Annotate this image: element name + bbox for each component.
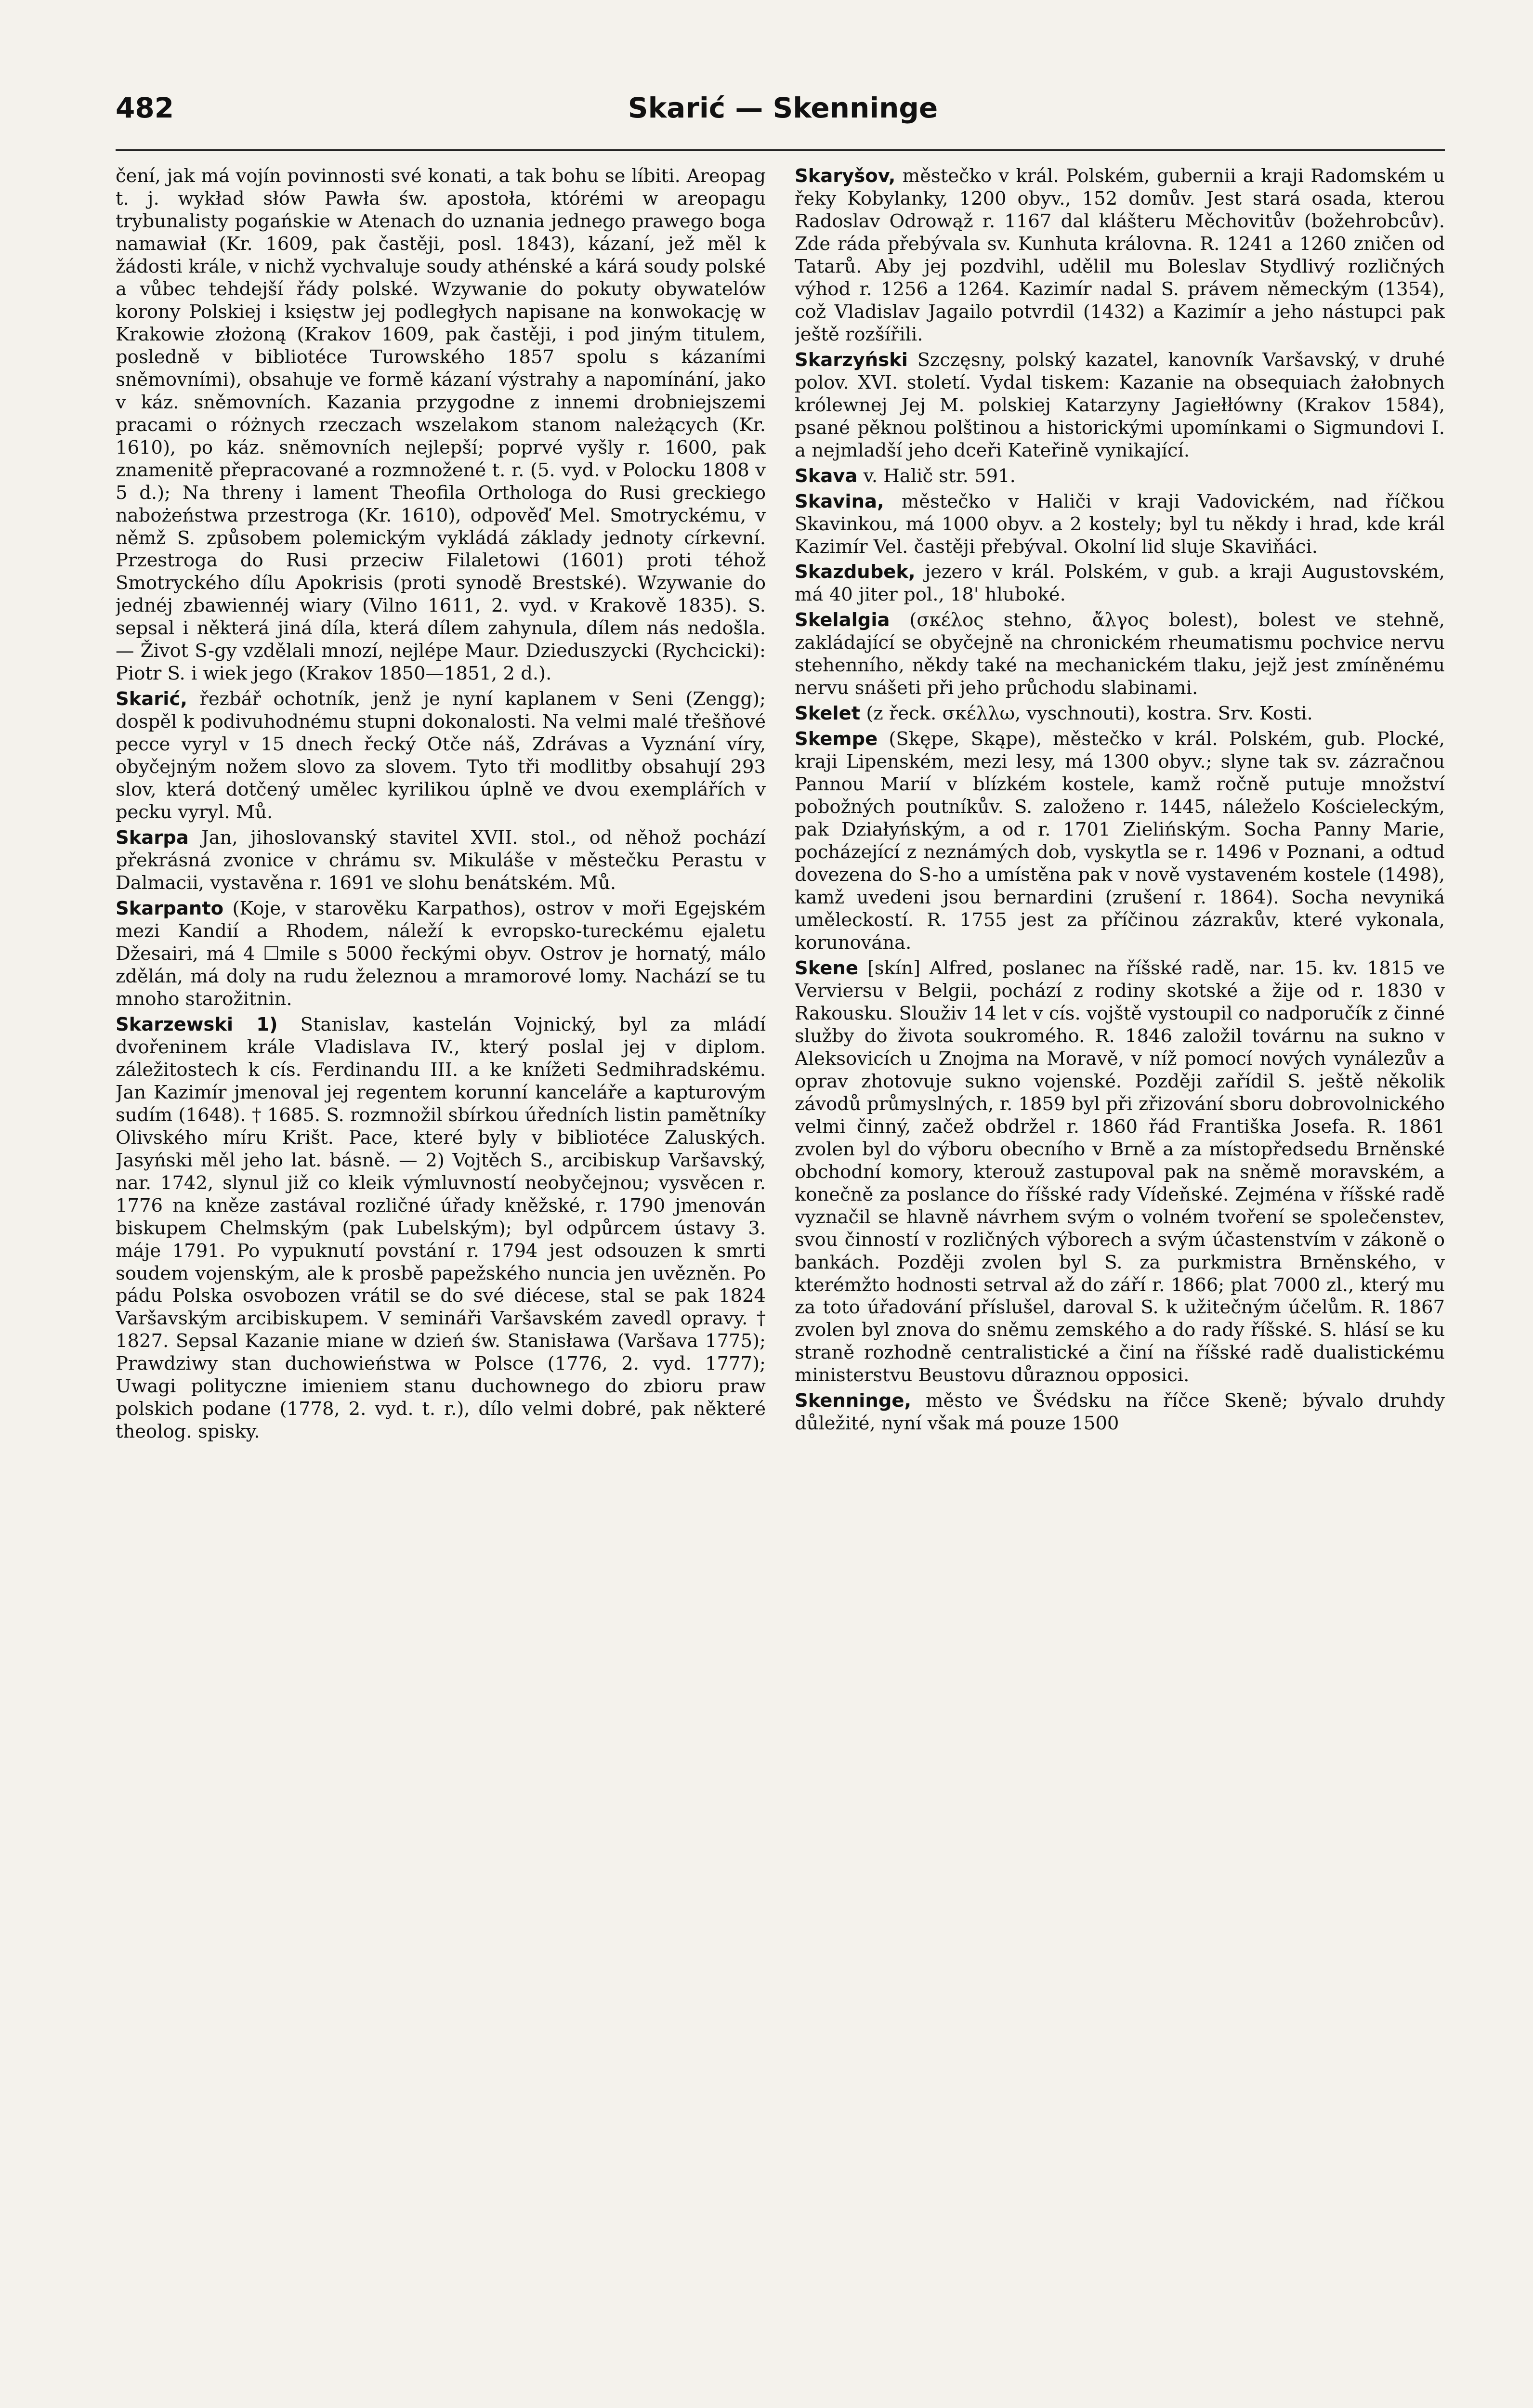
dictionary-entry — [795, 491, 1445, 559]
entry-headword: Skarpa — [116, 827, 189, 849]
entry-headword: Skarzewski 1) — [116, 1013, 278, 1035]
entry-text: městečko v král. Polském, gubernii a kraji Radomském u řeky Kobylanky, 1200 obyv., 152 domův. Jest stará osada, kterou Radoslav Odrowąž r. 1167 dal klášteru Měchovitův (božehrobcův). Zde ráda přebývala sv. Kunhuta královna. R. 1241 a 1260 zničen od Tatarů. Aby jej pozdvihl, udělil mu Boleslav Stydlivý rozličných výhod r. 1256 a 1264. Kazimír nadal S. právem německým (1354), což Vladislav Jagailo potvrdil (1432) a Kazimír a jeho nástupci pak ještě rozšířili. — [795, 165, 1445, 345]
entry-text: (z řeck. σκέλλω, vyschnouti), kostra. Srv. Kosti. — [866, 703, 1313, 725]
dictionary-entry — [795, 609, 1445, 700]
entry-text: řezbář ochotník, jenž je nyní kaplanem v Seni (Zengg); dospěl k podivuhodnému stupni dokonalosti. Na velmi malé třešňové pecce vyryl v 15 dnech řecký Otče náš, Zdrávas a Vyznání víry, obyčejným nožem slovo za slovem. Tyto tři modlitby obsahují 293 slov, která dotčený umělec kyrilikou úplně ve dvou exemplářích v pecku vyryl. Mů. — [116, 688, 766, 824]
entry-text: (Koje, v starověku Karpathos), ostrov v moři Egejském mezi Kandií a Rhodem, náleží k evropsko-tureckému ejaletu Džesairi, má 4 ☐mile s 5000 řeckými obyv. Ostrov je hornatý, málo zdělán, má doly na rudu železnou a mramorové lomy. Nachází se tu mnoho starožitnin. — [116, 898, 766, 1010]
dictionary-entry — [795, 165, 1445, 346]
entry-headword: Skarzyński — [795, 349, 908, 371]
entry-headword: Skene — [795, 957, 858, 979]
entry-headword: Skelet — [795, 703, 861, 725]
entry-text: městečko v Haliči v kraji Vadovickém, nad říčkou Skavinkou, má 1000 obyv. a 2 kostely; byl tu někdy i hrad, kde král Kazimír Vel. častěji přebýval. Okolní lid sluje Skaviňáci. — [795, 490, 1445, 558]
entry-text: Jan, jihoslovanský stavitel XVII. stol., od něhož pochází překrásná zvonice v chrámu sv. Mikuláše v městečku Perastu v Dalmacii, vystavěna r. 1691 ve slohu benátském. Mů. — [116, 827, 766, 894]
entry-text: (Skępe, Skąpe), městečko v král. Polském, gub. Plocké, kraji Lipenském, mezi lesy, má 1300 obyv.; slyne tak sv. zázračnou Pannou Marií v blízkém kostele, kamž ročně putuje množství pobožných poutníkův. S. založeno r. 1445, náleželo Kościeleckým, pak Działyńským, a od r. 1701 Zielińským. Socha Panny Marie, pocházející z neznámých dob, vyskytla se r. 1496 v Poznani, a odtud dovezena do S-ho a umístěna pak v nově vystaveném kostele (1498), kamž uvedeni jsou bernardini (zrušení r. 1864). Socha nevyniká uměleckostí. R. 1755 jest za příčinou zázrakův, které vykonala, korunována. — [795, 728, 1445, 954]
entry-text: v. Halič str. 591. — [863, 465, 1016, 487]
dictionary-entry — [795, 703, 1445, 725]
entry-headword: Skarić, — [116, 688, 187, 710]
dictionary-entry — [795, 957, 1445, 1387]
entry-headword: Skavina, — [795, 490, 884, 512]
dictionary-entry — [116, 165, 766, 685]
entry-headword: Skava — [795, 465, 858, 487]
entry-text: [skín] Alfred, poslanec na říšské radě, nar. 15. kv. 1815 ve Verviersu v Belgii, pochází z rodiny skotské a žije od r. 1830 v Rakousku. Slouživ 14 let v cís. vojště vystoupil co nadporučík z činné služby do života soukromého. R. 1846 založil továrnu na sukno v Aleksovicích u Znojma na Moravě, v níž pomocí nových vynálezův a oprav zhotovuje sukno vojenské. Později zařídil S. ještě několik závodů průmyslných, r. 1859 byl při zřizování sboru dobrovolnického velmi činný, začež obdržel r. 1860 řád Františka Josefa. R. 1861 zvolen byl do výboru obecního v Brně a za místopředsedu Brněnské obchodní komory, kterouž zastupoval pak na sněmě moravském, a konečně za poslance do říšské rady Vídeňské. Zejména v říšské radě vyznačil se hlavně návrhem svým o volném tvoření se společenstev, svou činností v rozličných výborech a svým účastenstvím v zákoně o bankách. Později zvolen byl S. za purkmistra Brněnského, v kterémžto hodnosti setrval až do září r. 1866; plat 7000 zl., který mu za toto úřadování příslušel, daroval S. k užitečným účelům. R. 1867 zvolen byl znova do sněmu zemského a do rady říšské. S. hlásí se ku straně rozhodně centralistické a činí na říšské radě dualistickému ministerstvu Beustovu důraznou opposici. — [795, 957, 1445, 1387]
left-column — [116, 165, 766, 2408]
dictionary-entry — [795, 1390, 1445, 1435]
entry-text: Szczęsny, polský kazatel, kanovník Varšavský, v druhé polov. XVI. století. Vydal tiskem: Kazanie na obsequiach żałobnych królewnej Jej M. polskiej Katarzyny Jagiełłówny (Krakov 1584), psané pěknou polštinou a historickými upomínkami o Sigmundovi I. a nejmladší jeho dceři Kateřině vynikající. — [795, 349, 1445, 461]
entry-headword: Skenninge, — [795, 1390, 912, 1412]
entry-headword: Skempe — [795, 728, 878, 750]
dictionary-entry — [795, 349, 1445, 462]
entry-headword: Skaryšov, — [795, 165, 896, 187]
entry-headword: Skarpanto — [116, 898, 224, 919]
page-header — [116, 92, 1445, 151]
running-title: Skarić — Skenninge — [628, 92, 938, 124]
dictionary-entry — [116, 827, 766, 895]
dictionary-entry — [795, 465, 1445, 488]
right-column — [795, 165, 1445, 2408]
dictionary-entry — [116, 1014, 766, 1443]
entry-text: jezero v král. Polském, v gub. a kraji Augustovském, má 40 jiter pol., 18' hluboké. — [795, 561, 1445, 606]
dictionary-entry — [795, 728, 1445, 955]
dictionary-entry — [116, 688, 766, 824]
entry-headword: Skazdubek, — [795, 561, 916, 583]
entry-text: město ve Švédsku na říčce Skeně; bývalo druhdy důležité, nyní však má pouze 1500 — [795, 1390, 1445, 1435]
entry-text: Stanislav, kastelán Vojnický, byl za mládí dvořeninem krále Vladislava IV., který poslal jej v diplom. záležitostech k cís. Ferdinandu III. a ke knížeti Sedmihradskému. Jan Kazimír jmenoval jej regentem korunní kanceláře a kapturovým sudím (1648). † 1685. S. rozmnožil sbírkou úředních listin pamětníky Olivského míru Krišt. Pace, které byly v bibliotéce Zaluských. Jasyński měl jeho lat. básně. — 2) Vojtěch S., arcibiskup Varšavský, nar. 1742, slynul již co kleik výmluvností neobyčejnou; vysvěcen r. 1776 na kněze zastával rozličné úřady kněžské, r. 1790 jmenován biskupem Chelmským (pak Lubelským); byl odpůrcem ústavy 3. máje 1791. Po vypuknutí povstání r. 1794 jest odsouzen k smrti soudem vojenským, ale k prosbě papežského nuncia jen uvězněn. Po pádu Polska osvobozen vrátil se do své diécese, stal se pak 1824 Varšavským arcibiskupem. V semináři Varšavském zavedl opravy. † 1827. Sepsal Kazanie miane w dzień św. Stanisława (Varšava 1775); Prawdziwy stan duchowieństwa w Polsce (1776, 2. vyd. 1777); Uwagi polityczne imieniem stanu duchownego do zbioru praw polskich podane (1778, 2. vyd. t. r.), dílo velmi dobré, pak některé theolog. spisky. — [116, 1013, 766, 1443]
dictionary-entry — [795, 561, 1445, 606]
entry-text: čení, jak má vojín povinnosti své konati, a tak bohu se líbiti. Areopag t. j. wykład słów Pawła św. apostoła, którémi w areopagu trybunalisty pogańskie w Atenach do uznania jednego prawego boga namawiał (Kr. 1609, pak častěji, posl. 1843), kázaní, jež měl k žádosti krále, v nichž vychvaluje soudy athénské a kárá soudy polské a vůbec tehdejší řády polské. Wzywanie do pokuty obywatelów korony Polskiej i księstw jej podległych napisane na konwokację w Krakowie złożoną (Krakov 1609, pak častěji, i pod jiným titulem, posledně v bibliotéce Turowského 1857 spolu s kázaními sněmovními), obsahuje ve formě kázaní výstrahy a napomínání, jako v káz. sněmovních. Kazania przygodne z innemi drobniejszemi pracami o różnych rzeczach wszelakom stanom należących (Kr. 1610), po káz. sněmovních nejlepší; poprvé vyšly r. 1600, pak znamenitě přepracované a rozmnožené t. r. (5. vyd. v Polocku 1808 v 5 d.); Na threny i lament Theofila Orthologa do Rusi greckiego nabożeństwa przestroga (Kr. 1610), odpověď Mel. Smotryckému, v němž S. způsobem polemickým vykládá základy jednoty církevní. Przestroga do Rusi przeciw Filaletowi (1601) proti téhož Smotryckého dílu Apokrisis (proti synodě Brestské). Wzywanie do jednéj zbawiennéj wiary (Vilno 1611, 2. vyd. v Krakově 1835). S. sepsal i některá jiná díla, která dílem zahynula, dílem nás nedošla. — Život S-gy vzdělali mnozí, nejlépe Maur. Dzieduszycki (Rychcicki): Piotr S. i wiek jego (Krakov 1850—1851, 2 d.). — [116, 165, 766, 685]
encyclopedia-page — [116, 92, 1445, 2408]
dictionary-entry — [116, 898, 766, 1011]
text-columns — [116, 165, 1445, 2408]
page-number: 482 — [116, 92, 174, 124]
entry-text: (σκέλος stehno, ἄλγος bolest), bolest ve stehně, zakládající se obyčejně na chronickém rheumatismu pochvice nervu stehenního, někdy také na mechanickém tlaku, jejž jest zmíněnému nervu snášeti při jeho průchodu slabinami. — [795, 609, 1445, 699]
entry-headword: Skelalgia — [795, 609, 890, 631]
